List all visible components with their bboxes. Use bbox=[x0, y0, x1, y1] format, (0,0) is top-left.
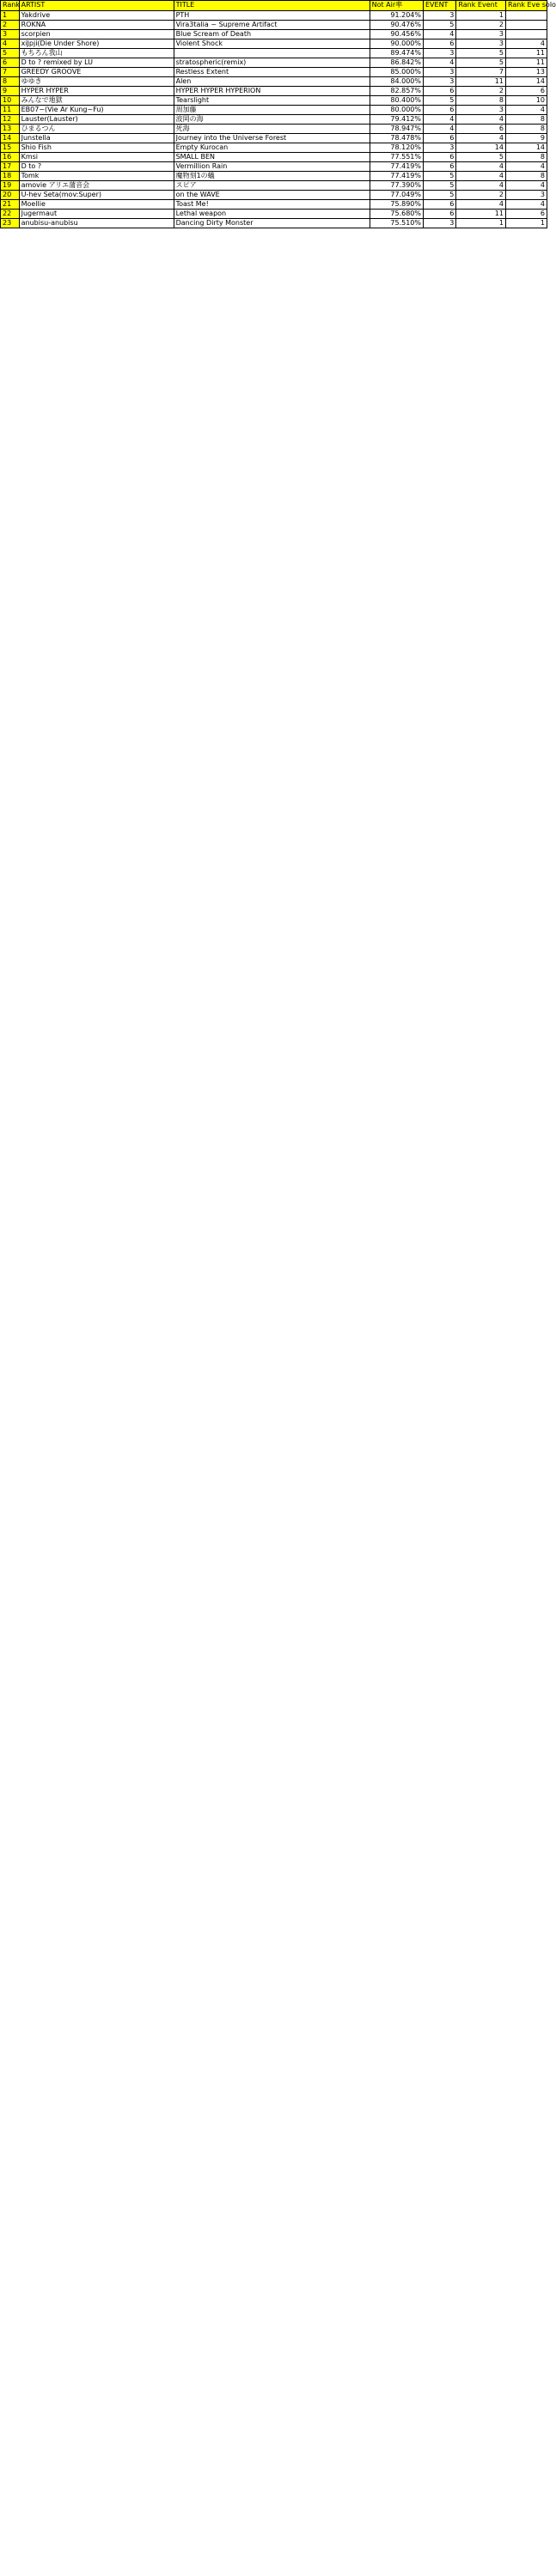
table-row bbox=[1, 219, 547, 228]
artist-cell: U-hev Seta(mov:Super) bbox=[19, 191, 174, 200]
rank-eve-solo-cell: 14 bbox=[505, 143, 547, 153]
rank-cell: 15 bbox=[1, 143, 20, 153]
not-air-rate-cell: 90.000% bbox=[370, 39, 423, 49]
event-cell: 5 bbox=[423, 96, 455, 106]
rank-eve-solo-cell: 4 bbox=[505, 200, 547, 210]
event-cell: 3 bbox=[423, 68, 455, 77]
artist-cell: ROKNA bbox=[19, 21, 174, 30]
rank-cell: 3 bbox=[1, 30, 20, 39]
rank-eve-solo-cell: 11 bbox=[505, 49, 547, 58]
rank-cell: 20 bbox=[1, 191, 20, 200]
not-air-rate-cell: 77.551% bbox=[370, 153, 423, 162]
rank-cell: 19 bbox=[1, 181, 20, 191]
title-cell: Toast Me! bbox=[174, 200, 370, 210]
rank-event-cell: 2 bbox=[456, 21, 506, 30]
rank-eve-solo-cell: 4 bbox=[505, 181, 547, 191]
rank-eve-solo-cell: 14 bbox=[505, 77, 547, 87]
rank-event-cell: 11 bbox=[456, 77, 506, 87]
artist-cell: EB07~(Vie Ar Kung~Fu) bbox=[19, 106, 174, 115]
event-cell: 6 bbox=[423, 200, 455, 210]
table-row bbox=[1, 181, 547, 191]
header-rank-event: Rank Event bbox=[456, 1, 506, 11]
not-air-rate-cell: 90.456% bbox=[370, 30, 423, 39]
event-cell: 5 bbox=[423, 191, 455, 200]
title-cell: Vira3talia ~ Supreme Artifact bbox=[174, 21, 370, 30]
table-row bbox=[1, 172, 547, 181]
artist-cell: HYPER HYPER bbox=[19, 87, 174, 96]
table-row bbox=[1, 106, 547, 115]
rank-event-cell: 8 bbox=[456, 96, 506, 106]
rank-cell: 12 bbox=[1, 115, 20, 125]
rank-event-cell: 5 bbox=[456, 49, 506, 58]
title-cell: 死海 bbox=[174, 125, 370, 134]
rank-event-cell: 1 bbox=[456, 219, 506, 228]
rank-event-cell: 3 bbox=[456, 39, 506, 49]
not-air-rate-cell: 75.510% bbox=[370, 219, 423, 228]
table-row bbox=[1, 77, 547, 87]
artist-cell: D to ? bbox=[19, 162, 174, 172]
table-row bbox=[1, 87, 547, 96]
title-cell: 魔物刻1の蟻 bbox=[174, 172, 370, 181]
event-cell: 6 bbox=[423, 39, 455, 49]
rank-cell: 1 bbox=[1, 11, 20, 21]
artist-cell: Yakdrive bbox=[19, 11, 174, 21]
rank-cell: 5 bbox=[1, 49, 20, 58]
rank-cell: 23 bbox=[1, 219, 20, 228]
rank-event-cell: 1 bbox=[456, 11, 506, 21]
artist-cell: Kmsi bbox=[19, 153, 174, 162]
rank-cell: 17 bbox=[1, 162, 20, 172]
rank-cell: 10 bbox=[1, 96, 20, 106]
title-cell: Dancing Dirty Monster bbox=[174, 219, 370, 228]
title-cell: 波岡の海 bbox=[174, 115, 370, 125]
rank-eve-solo-cell bbox=[505, 30, 547, 39]
rank-event-cell: 4 bbox=[456, 200, 506, 210]
rank-event-cell: 11 bbox=[456, 210, 506, 219]
title-cell: stratospheric(remix) bbox=[174, 58, 370, 68]
event-cell: 6 bbox=[423, 210, 455, 219]
rank-event-cell: 4 bbox=[456, 172, 506, 181]
table-row bbox=[1, 125, 547, 134]
rank-eve-solo-cell: 11 bbox=[505, 58, 547, 68]
rank-eve-solo-cell: 8 bbox=[505, 115, 547, 125]
rank-eve-solo-cell: 8 bbox=[505, 153, 547, 162]
artist-cell: scorpien bbox=[19, 30, 174, 39]
artist-cell: もちろん我山 bbox=[19, 49, 174, 58]
rank-eve-solo-cell: 9 bbox=[505, 134, 547, 143]
table-row bbox=[1, 143, 547, 153]
artist-cell: amovie アリエ蒲音会 bbox=[19, 181, 174, 191]
not-air-rate-cell: 75.890% bbox=[370, 200, 423, 210]
table-row bbox=[1, 162, 547, 172]
not-air-rate-cell: 79.412% bbox=[370, 115, 423, 125]
rank-eve-solo-cell: 1 bbox=[505, 219, 547, 228]
title-cell: Journey into the Universe Forest bbox=[174, 134, 370, 143]
event-cell: 4 bbox=[423, 58, 455, 68]
not-air-rate-cell: 77.049% bbox=[370, 191, 423, 200]
rank-cell: 22 bbox=[1, 210, 20, 219]
header-rank: Rank bbox=[1, 1, 20, 11]
rank-event-cell: 4 bbox=[456, 115, 506, 125]
artist-cell: Jugermaut bbox=[19, 210, 174, 219]
rank-event-cell: 3 bbox=[456, 106, 506, 115]
event-cell: 5 bbox=[423, 181, 455, 191]
not-air-rate-cell: 77.390% bbox=[370, 181, 423, 191]
table-row bbox=[1, 58, 547, 68]
table-row bbox=[1, 200, 547, 210]
event-cell: 6 bbox=[423, 106, 455, 115]
not-air-rate-cell: 78.478% bbox=[370, 134, 423, 143]
event-cell: 4 bbox=[423, 125, 455, 134]
title-cell: Violent Shock bbox=[174, 39, 370, 49]
rank-cell: 2 bbox=[1, 21, 20, 30]
not-air-rate-cell: 82.857% bbox=[370, 87, 423, 96]
event-cell: 6 bbox=[423, 153, 455, 162]
table-row bbox=[1, 49, 547, 58]
table-row bbox=[1, 153, 547, 162]
not-air-rate-cell: 75.680% bbox=[370, 210, 423, 219]
rank-event-cell: 7 bbox=[456, 68, 506, 77]
title-cell: SMALL BEN bbox=[174, 153, 370, 162]
not-air-rate-cell: 91.204% bbox=[370, 11, 423, 21]
artist-cell: Shio Fish bbox=[19, 143, 174, 153]
artist-cell: Moellie bbox=[19, 200, 174, 210]
rank-eve-solo-cell: 8 bbox=[505, 125, 547, 134]
title-cell: Alen bbox=[174, 77, 370, 87]
rank-event-cell: 4 bbox=[456, 181, 506, 191]
event-cell: 4 bbox=[423, 115, 455, 125]
event-cell: 6 bbox=[423, 87, 455, 96]
rank-eve-solo-cell: 3 bbox=[505, 191, 547, 200]
table-row bbox=[1, 115, 547, 125]
rank-event-cell: 5 bbox=[456, 58, 506, 68]
not-air-rate-cell: 90.476% bbox=[370, 21, 423, 30]
artist-cell: Tomk bbox=[19, 172, 174, 181]
not-air-rate-cell: 89.474% bbox=[370, 49, 423, 58]
table-row bbox=[1, 11, 547, 21]
rank-eve-solo-cell: 10 bbox=[505, 96, 547, 106]
artist-cell: Lauster(Lauster) bbox=[19, 115, 174, 125]
artist-cell: xiJpji(Die Under Shore) bbox=[19, 39, 174, 49]
event-cell: 5 bbox=[423, 172, 455, 181]
rank-event-cell: 6 bbox=[456, 125, 506, 134]
rank-event-cell: 3 bbox=[456, 30, 506, 39]
title-cell: 周加藤 bbox=[174, 106, 370, 115]
artist-cell: ゆゆき bbox=[19, 77, 174, 87]
table-row bbox=[1, 134, 547, 143]
title-cell: Restless Extent bbox=[174, 68, 370, 77]
rank-cell: 13 bbox=[1, 125, 20, 134]
rank-eve-solo-cell bbox=[505, 21, 547, 30]
rank-eve-solo-cell: 4 bbox=[505, 106, 547, 115]
title-cell: on the WAVE bbox=[174, 191, 370, 200]
header-event: EVENT bbox=[423, 1, 455, 11]
header-rank-eve-solo: Rank Eve solo bbox=[505, 1, 547, 11]
artist-cell: D to ? remixed by LU bbox=[19, 58, 174, 68]
artist-cell: ひまるつん bbox=[19, 125, 174, 134]
rank-cell: 21 bbox=[1, 200, 20, 210]
event-cell: 5 bbox=[423, 21, 455, 30]
ranking-table bbox=[0, 0, 556, 228]
event-cell: 3 bbox=[423, 77, 455, 87]
title-cell bbox=[174, 49, 370, 58]
artist-cell: Junstella bbox=[19, 134, 174, 143]
not-air-rate-cell: 78.947% bbox=[370, 125, 423, 134]
rank-cell: 6 bbox=[1, 58, 20, 68]
rank-cell: 14 bbox=[1, 134, 20, 143]
rank-event-cell: 4 bbox=[456, 134, 506, 143]
rank-eve-solo-cell: 4 bbox=[505, 39, 547, 49]
table-row bbox=[1, 39, 547, 49]
event-cell: 4 bbox=[423, 30, 455, 39]
rank-eve-solo-cell: 13 bbox=[505, 68, 547, 77]
remaining-rows-area bbox=[0, 228, 547, 2100]
artist-cell: みんなで地獄 bbox=[19, 96, 174, 106]
not-air-rate-cell: 80.400% bbox=[370, 96, 423, 106]
rank-eve-solo-cell: 8 bbox=[505, 172, 547, 181]
rank-eve-solo-cell bbox=[505, 11, 547, 21]
header-title: TITLE bbox=[174, 1, 370, 11]
rank-event-cell: 2 bbox=[456, 87, 506, 96]
title-cell: Lethal weapon bbox=[174, 210, 370, 219]
rank-event-cell: 5 bbox=[456, 153, 506, 162]
table-row bbox=[1, 30, 547, 39]
title-cell: Vermillion Rain bbox=[174, 162, 370, 172]
title-cell: HYPER HYPER HYPERION bbox=[174, 87, 370, 96]
rank-eve-solo-cell: 6 bbox=[505, 210, 547, 219]
event-cell: 6 bbox=[423, 162, 455, 172]
rank-cell: 8 bbox=[1, 77, 20, 87]
title-cell: Tearslight bbox=[174, 96, 370, 106]
rank-event-cell: 4 bbox=[456, 162, 506, 172]
rank-cell: 4 bbox=[1, 39, 20, 49]
event-cell: 3 bbox=[423, 11, 455, 21]
table-row bbox=[1, 68, 547, 77]
event-cell: 3 bbox=[423, 143, 455, 153]
title-cell: Empty Kurocan bbox=[174, 143, 370, 153]
rank-cell: 11 bbox=[1, 106, 20, 115]
not-air-rate-cell: 77.419% bbox=[370, 172, 423, 181]
event-cell: 3 bbox=[423, 219, 455, 228]
header-artist: ARTIST bbox=[19, 1, 174, 11]
title-cell: PTH bbox=[174, 11, 370, 21]
rank-eve-solo-cell: 6 bbox=[505, 87, 547, 96]
rank-cell: 16 bbox=[1, 153, 20, 162]
rank-cell: 7 bbox=[1, 68, 20, 77]
not-air-rate-cell: 77.419% bbox=[370, 162, 423, 172]
table-row bbox=[1, 96, 547, 106]
not-air-rate-cell: 84.000% bbox=[370, 77, 423, 87]
rank-cell: 9 bbox=[1, 87, 20, 96]
not-air-rate-cell: 78.120% bbox=[370, 143, 423, 153]
header-row bbox=[1, 1, 547, 11]
rank-event-cell: 2 bbox=[456, 191, 506, 200]
event-cell: 3 bbox=[423, 49, 455, 58]
table-row bbox=[1, 191, 547, 200]
event-cell: 6 bbox=[423, 134, 455, 143]
not-air-rate-cell: 80.000% bbox=[370, 106, 423, 115]
rank-cell: 18 bbox=[1, 172, 20, 181]
not-air-rate-cell: 85.000% bbox=[370, 68, 423, 77]
table-row bbox=[1, 21, 547, 30]
header-not-air-rate: Not Air率 bbox=[370, 1, 423, 11]
not-air-rate-cell: 86.842% bbox=[370, 58, 423, 68]
title-cell: スピア bbox=[174, 181, 370, 191]
title-cell: Blue Scream of Death bbox=[174, 30, 370, 39]
artist-cell: GREEDY GROOVE bbox=[19, 68, 174, 77]
rank-eve-solo-cell: 4 bbox=[505, 162, 547, 172]
rank-event-cell: 14 bbox=[456, 143, 506, 153]
table-row bbox=[1, 210, 547, 219]
artist-cell: anubisu-anubisu bbox=[19, 219, 174, 228]
